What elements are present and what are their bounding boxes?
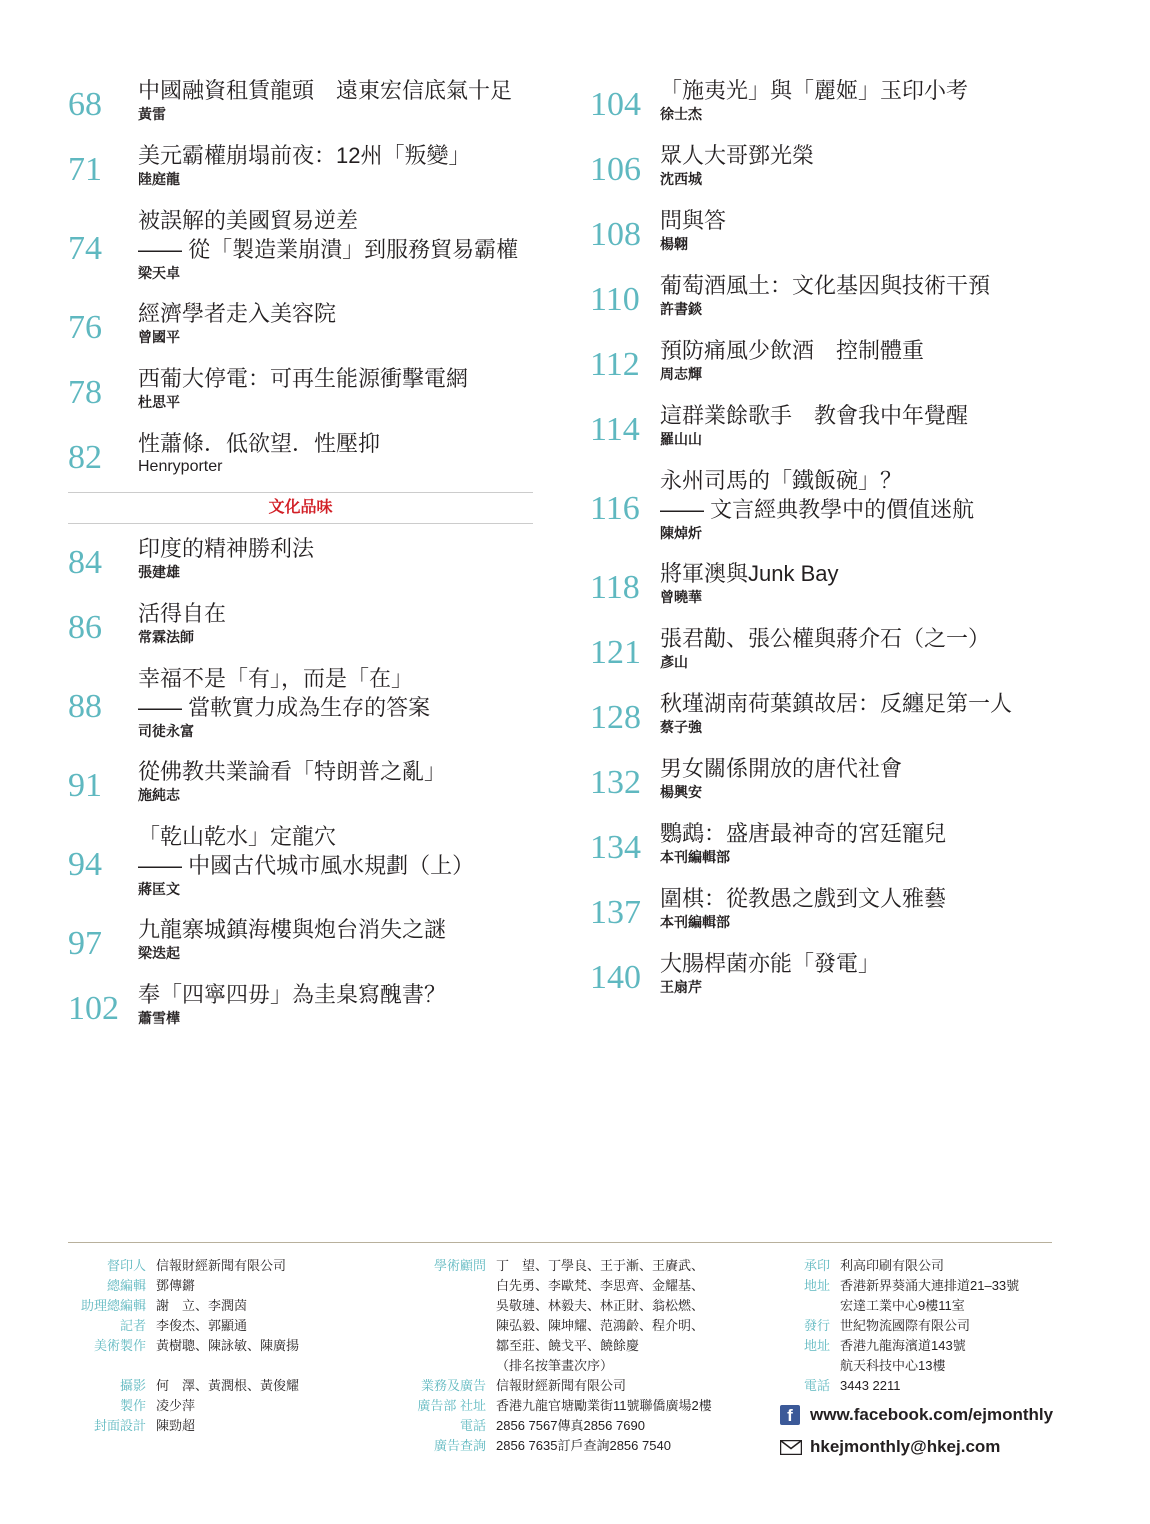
envelope-icon — [780, 1440, 802, 1455]
article-title: 秋瑾湖南荷葉鎮故居：反纏足第一人 — [660, 691, 1013, 716]
article-title: 問與答 — [660, 208, 727, 233]
article-title: 西葡大停電：可再生能源衝擊電網 — [138, 366, 469, 391]
toc-left-column — [68, 72, 533, 1041]
masthead-value: 鄒至莊、饒戈平、饒餘慶 — [496, 1338, 640, 1353]
masthead-value: 謝 立、李潤茵 — [156, 1298, 248, 1313]
article-author: 常霖法師 — [138, 629, 194, 645]
masthead-value: 香港九龍海濱道143號 — [840, 1338, 966, 1353]
masthead-row — [400, 1336, 760, 1356]
toc-entry[interactable] — [590, 945, 1060, 1010]
masthead-row — [60, 1416, 350, 1436]
contact-value: 2856 7635 — [496, 1438, 558, 1453]
masthead-row — [60, 1276, 350, 1296]
contact-label: 傳真 — [557, 1418, 584, 1433]
article-author: 王扇芹 — [660, 979, 702, 995]
masthead-advisors — [400, 1256, 760, 1456]
masthead-value: 黃樹聰、陳詠敏、陳廣揚 — [156, 1338, 300, 1353]
toc-entry[interactable] — [68, 425, 533, 490]
article-title: 奉「四寧四毋」為圭臬寫醜書？ — [138, 982, 447, 1007]
toc-entry[interactable] — [590, 397, 1060, 462]
masthead-value: 陳弘毅、陳坤耀、范鴻齡、程介明、 — [496, 1318, 705, 1333]
toc-entry[interactable] — [68, 595, 533, 660]
page-number: 91 — [68, 766, 102, 804]
page-number: 128 — [590, 698, 641, 736]
toc-entry[interactable] — [590, 202, 1060, 267]
masthead-row — [400, 1256, 760, 1276]
article-author: 本刊編輯部 — [660, 849, 730, 865]
footer-divider — [68, 1242, 1052, 1243]
masthead-row — [770, 1336, 1070, 1356]
page-number: 137 — [590, 893, 641, 931]
article-title: 預防痛風少飲酒 控制體重 — [660, 338, 925, 363]
toc-entry[interactable] — [68, 72, 533, 137]
masthead-value: 信報財經新聞有限公司 — [496, 1378, 627, 1393]
article-author: 沈西城 — [660, 171, 702, 187]
masthead-value: 信報財經新聞有限公司 — [156, 1258, 287, 1273]
masthead-label: 學術顧問 — [433, 1258, 486, 1273]
article-title: 張君勱、張公權與蔣介石（之一） — [660, 626, 991, 651]
article-title: 「乾山乾水」定龍穴 — [138, 824, 337, 849]
article-title: 美元霸權崩塌前夜：12州「叛變」 — [138, 143, 471, 168]
masthead-label: 記者 — [119, 1318, 146, 1333]
page-number: 71 — [68, 150, 102, 188]
toc-entry[interactable] — [590, 462, 1060, 555]
contact-label: 電話 — [459, 1418, 486, 1433]
masthead-row — [770, 1356, 1070, 1376]
masthead-row — [60, 1396, 350, 1416]
masthead-row — [400, 1356, 760, 1376]
masthead-label — [400, 1316, 496, 1336]
article-title: 九龍寨城鎮海樓與炮台消失之謎 — [138, 917, 447, 942]
article-title: 活得自在 — [138, 601, 227, 626]
page-number: 88 — [68, 687, 102, 725]
masthead-row — [770, 1256, 1070, 1276]
article-title: 男女關係開放的唐代社會 — [660, 756, 903, 781]
page-number: 104 — [590, 85, 641, 123]
article-title: 性蕭條．低欲望．性壓抑 — [138, 431, 381, 456]
page-number: 74 — [68, 229, 102, 267]
article-subtitle: —— 當軟實力成為生存的答案 — [138, 695, 431, 720]
masthead-row — [770, 1376, 1070, 1396]
article-author: 周志輝 — [660, 366, 702, 382]
contact-row — [400, 1416, 760, 1436]
page-number: 121 — [590, 633, 641, 671]
page-number: 108 — [590, 215, 641, 253]
masthead-value: 利高印刷有限公司 — [840, 1258, 945, 1273]
facebook-url[interactable]: www.facebook.com/ejmonthly — [810, 1405, 1054, 1424]
masthead-value: 宏達工業中心9樓11室 — [840, 1298, 965, 1313]
article-author: 蔣匡文 — [138, 881, 180, 897]
masthead-value: 陳勁超 — [156, 1418, 196, 1433]
masthead-label: 發行 — [803, 1318, 830, 1333]
masthead-label: 封面設計 — [93, 1418, 146, 1433]
article-author: 本刊編輯部 — [660, 914, 730, 930]
masthead-row — [400, 1396, 760, 1416]
contact-label: 廣告查詢 — [433, 1438, 486, 1453]
article-title: 從佛教共業論看「特朗普之亂」 — [138, 759, 447, 784]
masthead-row — [60, 1296, 350, 1316]
page-number: 68 — [68, 85, 102, 123]
article-author: 杜思平 — [138, 394, 180, 410]
toc-right-column — [590, 72, 1060, 1010]
toc-entry[interactable] — [68, 360, 533, 425]
article-author: 施純志 — [138, 787, 180, 803]
toc-entry[interactable] — [68, 818, 533, 911]
masthead-label: 承印 — [803, 1258, 830, 1273]
article-title: 將軍澳與Junk Bay — [660, 561, 839, 586]
article-author: 楊興安 — [660, 784, 702, 800]
page-number: 114 — [590, 410, 640, 448]
toc-entry[interactable] — [68, 976, 533, 1041]
masthead-printing — [770, 1256, 1070, 1396]
article-author: 楊翺 — [660, 236, 688, 252]
page-number: 140 — [590, 958, 641, 996]
page-number: 106 — [590, 150, 641, 188]
masthead-label — [770, 1356, 840, 1376]
article-author: 蔡子強 — [660, 719, 702, 735]
masthead-label: 地址 — [803, 1278, 830, 1293]
article-author: 司徒永富 — [138, 723, 194, 739]
article-author: 曾曉華 — [660, 589, 702, 605]
masthead-label: 助理總編輯 — [80, 1298, 146, 1313]
page-number: 102 — [68, 989, 119, 1027]
toc-entry[interactable] — [590, 555, 1060, 620]
spacer — [60, 1356, 350, 1376]
masthead-label: 督印人 — [106, 1258, 146, 1273]
masthead-label — [400, 1296, 496, 1316]
toc-entry[interactable] — [68, 660, 533, 753]
email-link[interactable] — [780, 1437, 1000, 1457]
article-author: 黃雷 — [138, 106, 166, 122]
article-subtitle: —— 文言經典教學中的價值迷航 — [660, 497, 975, 522]
facebook-link[interactable] — [780, 1405, 1053, 1425]
masthead-label: 美術製作 — [93, 1338, 146, 1353]
toc-entry[interactable] — [68, 911, 533, 976]
toc-entry[interactable] — [590, 72, 1060, 137]
article-subtitle: —— 從「製造業崩潰」到服務貿易霸權 — [138, 237, 519, 262]
masthead-row — [770, 1296, 1070, 1316]
masthead-value: 香港新界葵涌大連排道21–33號 — [840, 1278, 1020, 1293]
article-title: 鸚鵡：盛唐最神奇的宮廷寵兒 — [660, 821, 947, 846]
article-author: 彥山 — [660, 654, 688, 670]
page-number: 116 — [590, 489, 640, 527]
page-number: 112 — [590, 345, 640, 383]
masthead-row — [770, 1316, 1070, 1336]
article-author: 蕭雪樺 — [138, 1010, 180, 1026]
masthead-row — [400, 1276, 760, 1296]
page-number: 134 — [590, 828, 641, 866]
masthead-label: 地址 — [803, 1338, 830, 1353]
masthead-row — [770, 1276, 1070, 1296]
toc-entry[interactable] — [590, 880, 1060, 945]
toc-entry[interactable] — [590, 332, 1060, 397]
masthead-value: 吳敬璉、林毅夫、林正財、翁松燃、 — [496, 1298, 705, 1313]
masthead-value: 李俊杰、郭顯通 — [156, 1318, 248, 1333]
toc-entry[interactable] — [68, 753, 533, 818]
masthead-label: 總編輯 — [106, 1278, 146, 1293]
toc-entry[interactable] — [68, 530, 533, 595]
article-title: 永州司馬的「鐵飯碗」？ — [660, 468, 903, 493]
article-author: 梁迭起 — [138, 945, 180, 961]
masthead-value: 世紀物流國際有限公司 — [840, 1318, 971, 1333]
masthead-value: 何 澤、黃潤根、黃俊耀 — [156, 1378, 300, 1393]
toc-entry[interactable] — [590, 750, 1060, 815]
masthead-value: 香港九龍官塘勵業街11號聯僑廣場2樓 — [496, 1398, 712, 1413]
article-title: 「施夷光」與「麗姬」玉印小考 — [660, 78, 969, 103]
masthead-row — [400, 1316, 760, 1336]
toc-entry[interactable] — [590, 685, 1060, 750]
contact-value: 2856 7540 — [609, 1438, 671, 1453]
masthead-staff — [60, 1256, 350, 1436]
article-title: 大腸桿菌亦能「發電」 — [660, 951, 881, 976]
masthead-label — [400, 1356, 496, 1376]
masthead-row — [60, 1316, 350, 1336]
article-author: 陸庭龍 — [138, 171, 180, 187]
article-author: 徐士杰 — [660, 106, 702, 122]
article-title: 中國融資租賃龍頭 遠東宏信底氣十足 — [138, 78, 513, 103]
toc-entry[interactable] — [590, 267, 1060, 332]
article-author: 曾國平 — [138, 329, 180, 345]
email-address[interactable]: hkejmonthly@hkej.com — [810, 1437, 1001, 1456]
page-number: 84 — [68, 543, 102, 581]
article-title: 葡萄酒風土：文化基因與技術干預 — [660, 273, 991, 298]
toc-entry[interactable] — [590, 137, 1060, 202]
page-number: 94 — [68, 845, 102, 883]
masthead-label: 業務及廣告 — [420, 1378, 486, 1393]
article-title: 被誤解的美國貿易逆差 — [138, 208, 359, 233]
masthead-value: 鄧傳鏘 — [156, 1278, 196, 1293]
masthead-row — [60, 1336, 350, 1356]
article-author: Henryporter — [138, 458, 223, 475]
masthead-label — [770, 1296, 840, 1316]
masthead-value: 白先勇、李歐梵、李思齊、金耀基、 — [496, 1278, 705, 1293]
masthead-row — [60, 1376, 350, 1396]
contact-label: 訂戶查詢 — [557, 1438, 610, 1453]
masthead-value: 凌少萍 — [156, 1398, 196, 1413]
page-number: 118 — [590, 568, 640, 606]
article-author: 羅山山 — [660, 431, 702, 447]
masthead-label — [400, 1336, 496, 1356]
page-number: 86 — [68, 608, 102, 646]
article-title: 眾人大哥鄧光榮 — [660, 143, 815, 168]
toc-entry[interactable] — [68, 202, 533, 295]
contact-row — [400, 1436, 760, 1456]
article-title: 幸福不是「有」，而是「在」 — [138, 666, 414, 691]
article-title: 圍棋：從教愚之戲到文人雅藝 — [660, 886, 947, 911]
masthead-value: 航天科技中心13樓 — [840, 1358, 946, 1373]
page-number: 97 — [68, 924, 102, 962]
article-author: 陳焯炘 — [660, 525, 702, 541]
toc-entry[interactable] — [590, 815, 1060, 880]
article-title: 經濟學者走入美容院 — [138, 301, 337, 326]
masthead-row — [400, 1376, 760, 1396]
contact-value: 2856 7567 — [496, 1418, 558, 1433]
article-title: 這群業餘歌手 教會我中年覺醒 — [660, 403, 969, 428]
masthead-label: 製作 — [119, 1398, 146, 1413]
article-author: 張建雄 — [138, 564, 180, 580]
masthead-value: 3443 2211 — [840, 1378, 901, 1393]
masthead-row — [60, 1256, 350, 1276]
contact-value: 2856 7690 — [583, 1418, 645, 1433]
article-author: 許書錟 — [660, 301, 702, 317]
masthead-label: 廣告部 社址 — [417, 1398, 486, 1413]
masthead-value: 丁 望、丁學良、王于漸、王賡武、 — [496, 1258, 705, 1273]
masthead-row — [400, 1296, 760, 1316]
page-number: 132 — [590, 763, 641, 801]
toc-entry[interactable] — [590, 620, 1060, 685]
masthead-label: 電話 — [803, 1378, 830, 1393]
toc-entry[interactable] — [68, 295, 533, 360]
masthead-label — [400, 1276, 496, 1296]
toc-entry[interactable] — [68, 137, 533, 202]
article-title: 印度的精神勝利法 — [138, 536, 315, 561]
facebook-icon: f — [780, 1405, 800, 1425]
page-number: 76 — [68, 308, 102, 346]
page-number: 78 — [68, 373, 102, 411]
masthead-label: 攝影 — [119, 1378, 146, 1393]
article-author: 梁天卓 — [138, 265, 180, 281]
page-number: 110 — [590, 280, 640, 318]
masthead-value: （排名按筆畫次序） — [496, 1358, 614, 1373]
article-subtitle: —— 中國古代城市風水規劃（上） — [138, 853, 475, 878]
page-number: 82 — [68, 438, 102, 476]
section-title: 文化品味 — [68, 492, 533, 524]
